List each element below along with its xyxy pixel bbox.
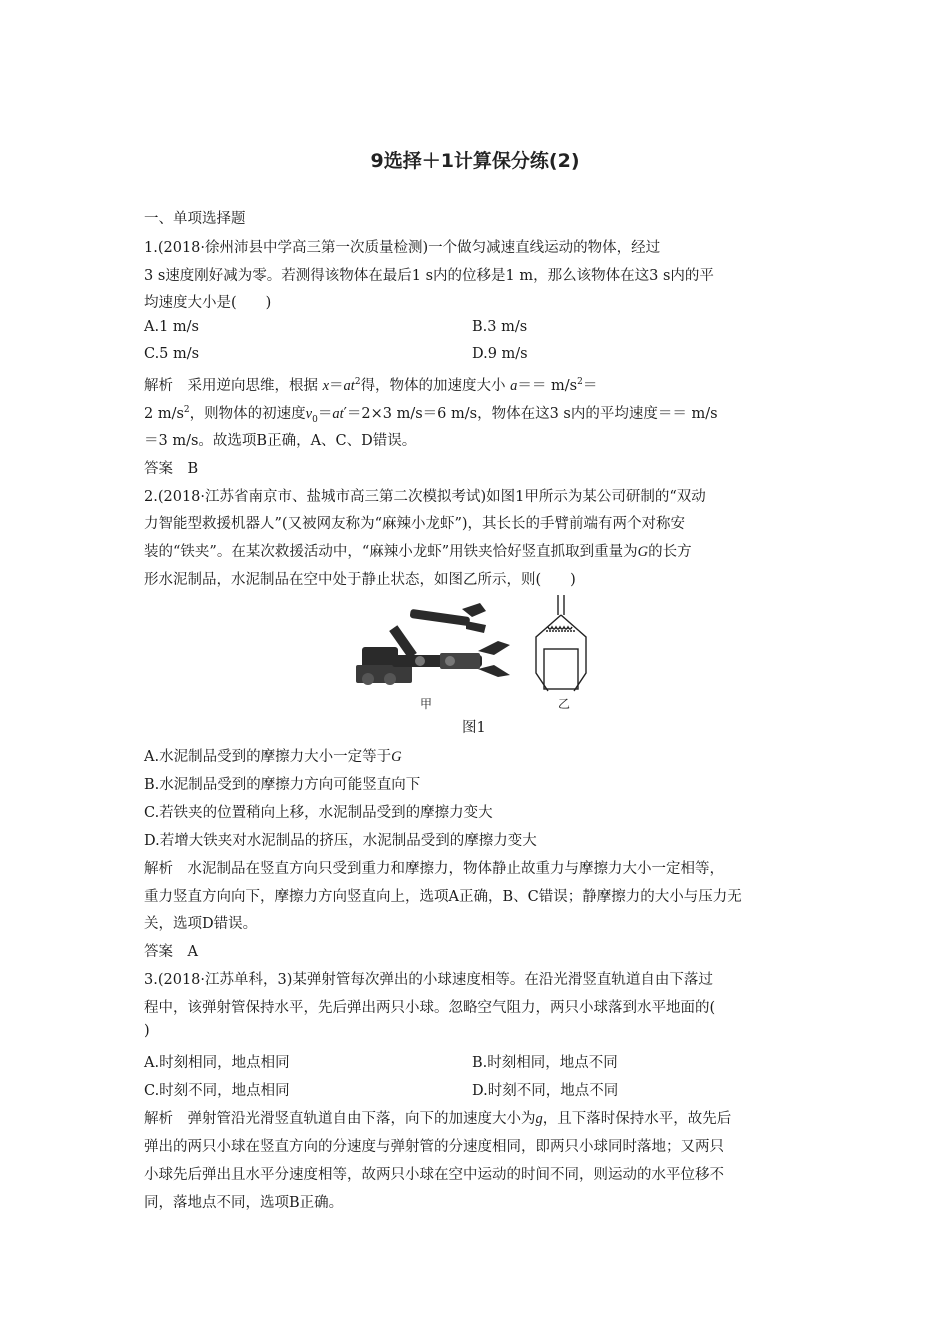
robot-photo — [356, 603, 510, 685]
q3-stem-line3: ) — [144, 1023, 150, 1039]
q2-analysis-line2: 重力竖直方向向下，摩擦力方向竖直向上，选项A正确，B、C错误；静摩擦力的大小与压力无 — [144, 889, 742, 905]
q2-stem-line4: 形水泥制品，水泥制品在空中处于静止状态，如图乙所示，则( ) — [144, 572, 576, 588]
q3-option-b: B.时刻相同，地点不同 — [472, 1055, 618, 1071]
q3-option-c: C.时刻不同，地点相同 — [144, 1083, 290, 1099]
q3-analysis-line1: 解析 弹射管沿光滑竖直轨道自由下落，向下的加速度大小为g，且下落时保持水平，故先后 — [144, 1111, 732, 1127]
q1-analysis-line2: 2 $m/s^2$，则物体的初速度$v_0=at'=2\times 3$ m/s＝6 m/s，物体在这3 s内的平均速度＝＝ m/s — [144, 405, 718, 425]
section-heading: 一、单项选择题 — [144, 211, 246, 227]
q1-option-a: A.1 m/s — [144, 319, 199, 335]
q1-option-c: C.5 m/s — [144, 346, 200, 362]
figure-caption: 图1 — [462, 720, 486, 736]
q3-analysis-line4: 同，落地点不同，选项B正确。 — [144, 1195, 344, 1211]
q3-option-d: D.时刻不同，地点不同 — [472, 1083, 619, 1099]
claw-diagram — [536, 595, 586, 691]
q1-option-b: B.3 m/s — [472, 319, 528, 335]
q2-stem-line2: 力智能型救援机器人”(又被网友称为“麻辣小龙虾”)，其长长的手臂前端有两个对称安 — [144, 516, 686, 532]
q1-option-d: D.9 m/s — [472, 346, 528, 362]
q3-analysis-line2: 弹出的两只小球在竖直方向的分速度与弹射管的分速度相同，即两只小球同时落地；又两只 — [144, 1139, 724, 1155]
q2-option-d: D.若增大铁夹对水泥制品的挤压，水泥制品受到的摩擦力变大 — [144, 833, 537, 849]
q3-stem-line2: 程中，该弹射管保持水平，先后弹出两只小球。忽略空气阻力，两只小球落到水平地面的( — [144, 1000, 716, 1016]
figure-label-jia: 甲 — [420, 697, 433, 711]
page-title: 9选择＋1计算保分练(2) — [370, 150, 580, 172]
q2-option-b: B.水泥制品受到的摩擦力方向可能竖直向下 — [144, 777, 421, 793]
q2-answer: 答案 A — [144, 944, 198, 960]
q3-analysis-line3: 小球先后弹出且水平分速度相等，故两只小球在空中运动的时间不同，则运动的水平位移不 — [144, 1167, 724, 1183]
q3-stem-line1: 3.(2018·江苏单科，3)某弹射管每次弹出的小球速度相等。在沿光滑竖直轨道自由下落过 — [144, 972, 713, 988]
q2-stem-line3: 装的“铁夹”。在某次救援活动中，“麻辣小龙虾”用铁夹恰好竖直抓取到重量为G的长方 — [144, 544, 692, 560]
q2-analysis-line1: 解析 水泥制品在竖直方向只受到重力和摩擦力，物体静止故重力与摩擦力大小一定相等， — [144, 861, 724, 877]
q1-answer: 答案 B — [144, 461, 199, 477]
q2-stem-line1: 2.(2018·江苏省南京市、盐城市高三第二次模拟考试)如图1甲所示为某公司研制的“双动 — [144, 489, 706, 505]
q1-stem-line2: 3 s速度刚好减为零。若测得该物体在最后1 s内的位移是1 m，那么该物体在这3 s内的平 — [144, 268, 714, 284]
q1-stem-line1: 1.(2018·徐州沛县中学高三第一次质量检测)一个做匀减速直线运动的物体，经过 — [144, 240, 661, 256]
q1-analysis-line3: ＝3 m/s。故选项B正确，A、C、D错误。 — [144, 433, 417, 449]
figure-label-yi: 乙 — [558, 697, 571, 711]
q1-stem-line3: 均速度大小是( ) — [144, 295, 272, 311]
figure-robot-claw — [350, 595, 600, 725]
q2-analysis-line3: 关，选项D错误。 — [144, 916, 258, 932]
q2-option-c: C.若铁夹的位置稍向上移，水泥制品受到的摩擦力变大 — [144, 805, 493, 821]
q3-option-a: A.时刻相同，地点相同 — [144, 1055, 290, 1071]
q2-option-a: A.水泥制品受到的摩擦力大小一定等于G — [144, 749, 402, 765]
q1-analysis-line1: 解析 采用逆向思维，根据 $x=at^2$得，物体的加速度大小 $a== m/s^2=$ — [144, 377, 598, 394]
